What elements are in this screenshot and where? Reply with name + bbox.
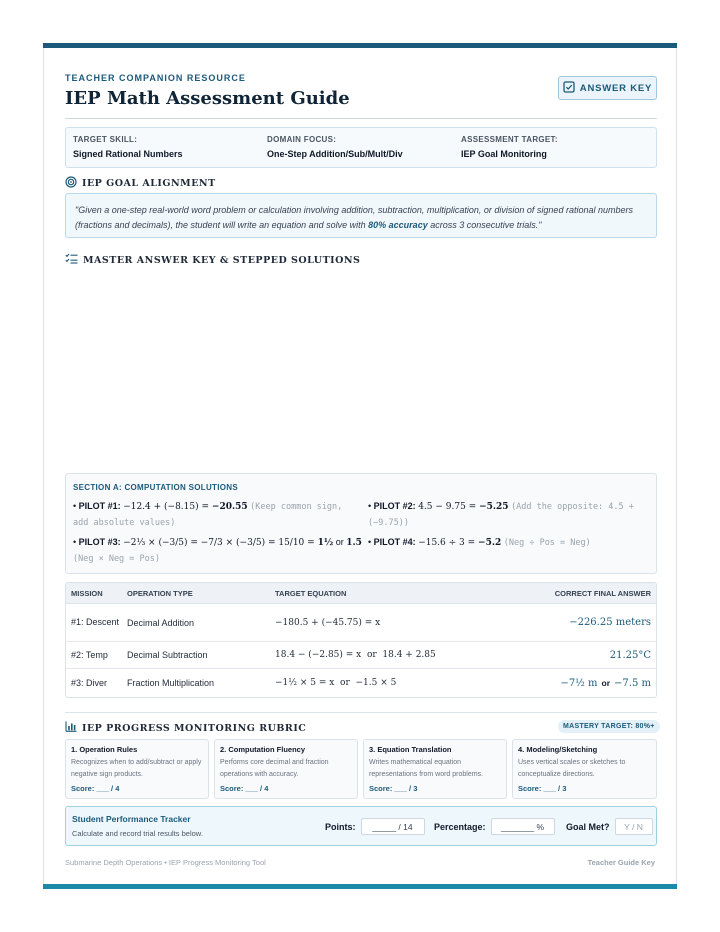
rubric-description: Performs core decimal and fraction operations with accuracy. <box>220 759 329 778</box>
rubric-description: Uses vertical scales or sketches to conceptualize directions. <box>518 759 626 778</box>
pilot-name: PILOT #2: <box>373 501 416 511</box>
section-heading-text: IEP PROGRESS MONITORING RUBRIC <box>82 722 307 734</box>
computation-solutions-panel <box>65 473 657 574</box>
operation-cell: Decimal Subtraction <box>127 650 208 660</box>
goal-text-end: across 3 consecutive trials." <box>427 220 542 230</box>
rubric-title: 2. Computation Fluency <box>220 745 306 754</box>
column-header: TARGET EQUATION <box>275 588 347 598</box>
points-label: Points: <box>325 821 356 832</box>
pilot-name: PILOT #4: <box>373 537 416 547</box>
pilot-expression: 4.5 − 9.75 = <box>418 502 480 512</box>
equation-cell: 18.4 − (−2.85) = x or 18.4 + 2.85 <box>275 650 436 660</box>
meta-value: One-Step Addition/Sub/Mult/Div <box>267 149 403 159</box>
answer-cell: −226.25 meters <box>569 617 651 628</box>
meta-value: IEP Goal Monitoring <box>461 149 547 159</box>
points-field <box>325 818 425 835</box>
missions-table <box>65 582 657 698</box>
divider <box>65 712 657 713</box>
column-header: CORRECT FINAL ANSWER <box>554 588 651 598</box>
rubric-card-operation-rules <box>65 739 209 799</box>
checklist-icon <box>65 253 78 267</box>
rubric-title: 3. Equation Translation <box>369 745 452 754</box>
rubric-score[interactable]: Score: ___ / 4 <box>220 784 269 793</box>
pilot-answer: 1½ <box>317 538 334 548</box>
pilot-1: • PILOT #1: −12.4 + (−8.15) = −20.55 (Keep common sign, add absolute values) <box>73 501 343 528</box>
answer-key-button[interactable] <box>558 76 657 100</box>
column-header: OPERATION TYPE <box>127 588 193 598</box>
equation-cell: −180.5 + (−45.75) = x <box>275 617 381 628</box>
page-title: IEP Math Assessment Guide <box>65 88 350 109</box>
goal-met-label: Goal Met? <box>566 821 610 832</box>
rubric-score[interactable]: Score: ___ / 3 <box>369 784 418 793</box>
pilot-expression: −15.6 ÷ 3 = <box>418 538 479 548</box>
pilot-expression: −12.4 + (−8.15) = <box>123 502 212 512</box>
table-header <box>66 583 656 604</box>
pilot-answer: −20.55 <box>211 502 248 512</box>
meta-target-skill <box>73 135 183 159</box>
mission-cell: #1: Descent <box>71 617 120 627</box>
meta-assessment-target <box>461 135 558 159</box>
goal-text: "Given a one-step real-world word problem or calculation involving addition, subtraction, multiplication, or division of signed rational numbers (fractions and decimals), the student will write an equation and solve with <box>75 205 633 230</box>
answer-or: or <box>601 678 611 688</box>
rubric-title: 1. Operation Rules <box>71 745 138 754</box>
bar-chart-icon <box>65 721 77 735</box>
computation-title: SECTION A: COMPUTATION SOLUTIONS <box>73 483 239 492</box>
pilot-2: • PILOT #2: 4.5 − 9.75 = −5.25 (Add the opposite: 4.5 + (−9.75)) <box>368 501 634 528</box>
equation-cell: −1½ × 5 = x or −1.5 × 5 <box>275 678 397 688</box>
column-header: MISSION <box>71 588 103 598</box>
tracker-description: Calculate and record trial results below. <box>72 829 203 838</box>
rubric-title: 4. Modeling/Sketching <box>518 745 598 754</box>
answer-alt: −7.5 m <box>614 677 651 689</box>
top-accent-bar <box>43 43 677 48</box>
meta-panel <box>65 127 657 168</box>
tracker-title: Student Performance Tracker <box>72 814 191 824</box>
pilot-note: (Keep common sign, add absolute values) <box>73 502 343 528</box>
percentage-label: Percentage: <box>434 821 486 832</box>
rubric-card-equation-translation <box>363 739 507 799</box>
footer-left: Submarine Depth Operations • IEP Progress Monitoring Tool <box>65 858 266 867</box>
goal-accuracy: 80% accuracy <box>368 220 428 230</box>
performance-tracker <box>65 806 657 846</box>
operation-cell: Decimal Addition <box>127 617 195 628</box>
section-heading-text: MASTER ANSWER KEY & STEPPED SOLUTIONS <box>83 254 361 266</box>
rubric-score[interactable]: Score: ___ / 3 <box>518 784 567 793</box>
pilot-name: PILOT #1: <box>78 501 121 511</box>
rubric-description: Writes mathematical equation representations from word problems. <box>369 759 483 778</box>
answer-cell <box>560 669 651 697</box>
pilot-answer-alt: 1.5 <box>346 538 362 548</box>
meta-label: DOMAIN FOCUS: <box>267 135 337 144</box>
rubric-section-heading <box>65 721 306 735</box>
pilot-answer: −5.25 <box>479 502 509 512</box>
goal-statement <box>65 193 657 238</box>
checkbox-icon <box>563 81 575 96</box>
target-icon <box>65 176 77 191</box>
goal-met-input[interactable]: Y / N <box>615 818 653 835</box>
document-page <box>43 43 677 889</box>
divider <box>65 118 657 119</box>
meta-label: TARGET SKILL: <box>73 135 138 144</box>
answer-primary: −7½ m <box>560 677 598 689</box>
rubric-card-computation-fluency <box>214 739 358 799</box>
pilot-note: (Add the opposite: 4.5 + (−9.75)) <box>368 502 634 528</box>
table-row <box>66 642 656 669</box>
operation-cell: Fraction Multiplication <box>127 678 215 688</box>
pilot-name: PILOT #3: <box>78 537 121 547</box>
goal-met-field <box>566 818 653 835</box>
pilot-note: (Neg × Neg = Pos) <box>73 554 160 564</box>
pilot-3: • PILOT #3: −2⅓ × (−3/5) = −7/3 × (−3/5) = 15/10 = 1½ or 1.5 (Neg × Neg = Pos) <box>73 537 362 564</box>
pilot-or: or <box>335 537 344 547</box>
pilot-note: (Neg ÷ Pos = Neg) <box>503 538 591 548</box>
pilot-4: • PILOT #4: −15.6 ÷ 3 = −5.2 (Neg ÷ Pos = Neg) <box>368 537 591 548</box>
meta-domain-focus <box>267 135 403 159</box>
pilot-expression: −2⅓ × (−3/5) = −7/3 × (−3/5) = 15/10 = <box>123 538 318 548</box>
rubric-score[interactable]: Score: ___ / 4 <box>71 784 120 793</box>
rubric-description: Recognizes when to add/subtract or apply negative sign products. <box>71 759 202 778</box>
answer-cell: 21.25°C <box>609 649 651 661</box>
answer-key-label: ANSWER KEY <box>579 82 653 94</box>
mastery-target-badge: MASTERY TARGET: 80%+ <box>558 720 660 733</box>
goal-section-heading <box>65 176 216 191</box>
table-row <box>66 669 656 697</box>
percentage-input[interactable]: _______ % <box>491 818 555 835</box>
footer-right: Teacher Guide Key <box>587 858 655 867</box>
section-heading-text: IEP GOAL ALIGNMENT <box>82 178 216 189</box>
eyebrow-label: TEACHER COMPANION RESOURCE <box>65 73 246 83</box>
mission-cell: #2: Temp <box>71 650 108 660</box>
mission-cell: #3: Diver <box>71 678 108 688</box>
percentage-field <box>434 818 555 835</box>
rubric-card-modeling-sketching <box>512 739 657 799</box>
table-row <box>66 604 656 642</box>
meta-value: Signed Rational Numbers <box>73 149 183 159</box>
answer-key-section-heading <box>65 253 360 267</box>
bottom-accent-bar <box>43 884 677 889</box>
meta-label: ASSESSMENT TARGET: <box>461 135 558 144</box>
points-input[interactable]: _____ / 14 <box>361 818 425 835</box>
pilot-answer: −5.2 <box>478 538 502 548</box>
